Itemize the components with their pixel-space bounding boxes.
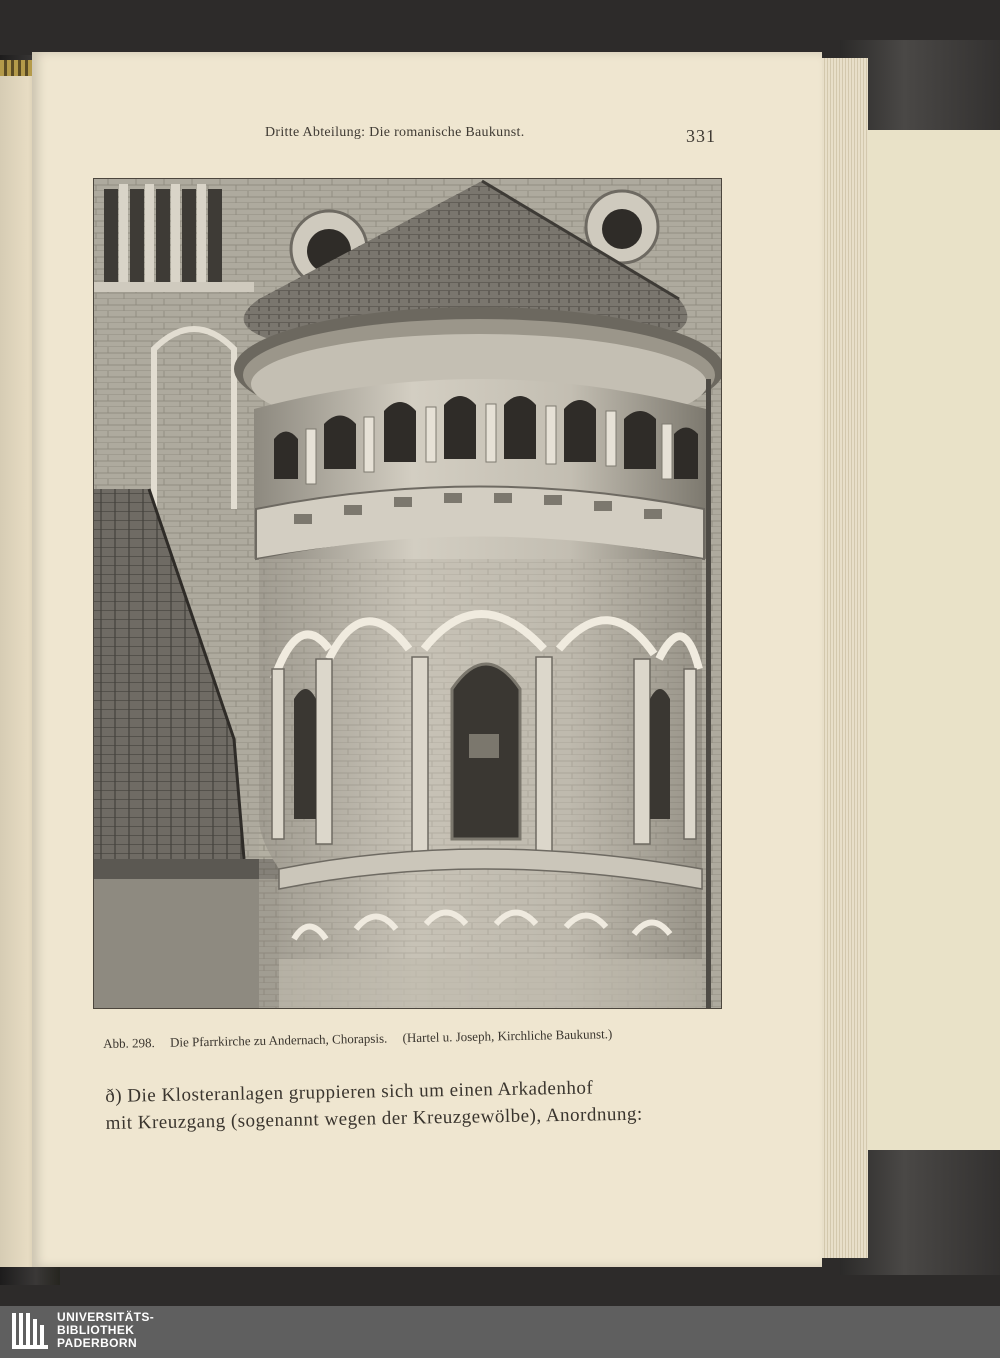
library-logo-icon — [10, 1311, 50, 1351]
library-logo-text — [57, 1311, 154, 1350]
running-head: Dritte Abteilung: Die romanische Baukunst. — [265, 125, 525, 140]
body-line: mit Kreuzgang (sogenannt wegen der Kreuzgewölbe), Anordnung: — [105, 1103, 643, 1134]
caption-title: Die Pfarrkirche zu Andernach, Chorapsis. — [169, 1030, 388, 1050]
caption-label: Abb. 298. — [103, 1035, 155, 1051]
caption-source: (Hartel u. Joseph, Kirchliche Baukunst.) — [402, 1026, 613, 1046]
apse-illustration — [94, 179, 721, 1008]
page-number: 331 — [686, 126, 716, 146]
body-line: ð) Die Klosteranlagen gruppieren sich um einen Arkadenhof — [105, 1077, 594, 1107]
cover-cloth — [868, 130, 1000, 1150]
logo-line: BIBLIOTHEK — [57, 1323, 135, 1337]
logo-line: UNIVERSITÄTS- — [57, 1310, 155, 1324]
body-paragraph — [105, 1072, 726, 1137]
figure-photo — [93, 178, 722, 1009]
logo-line: PADERBORN — [57, 1336, 138, 1350]
